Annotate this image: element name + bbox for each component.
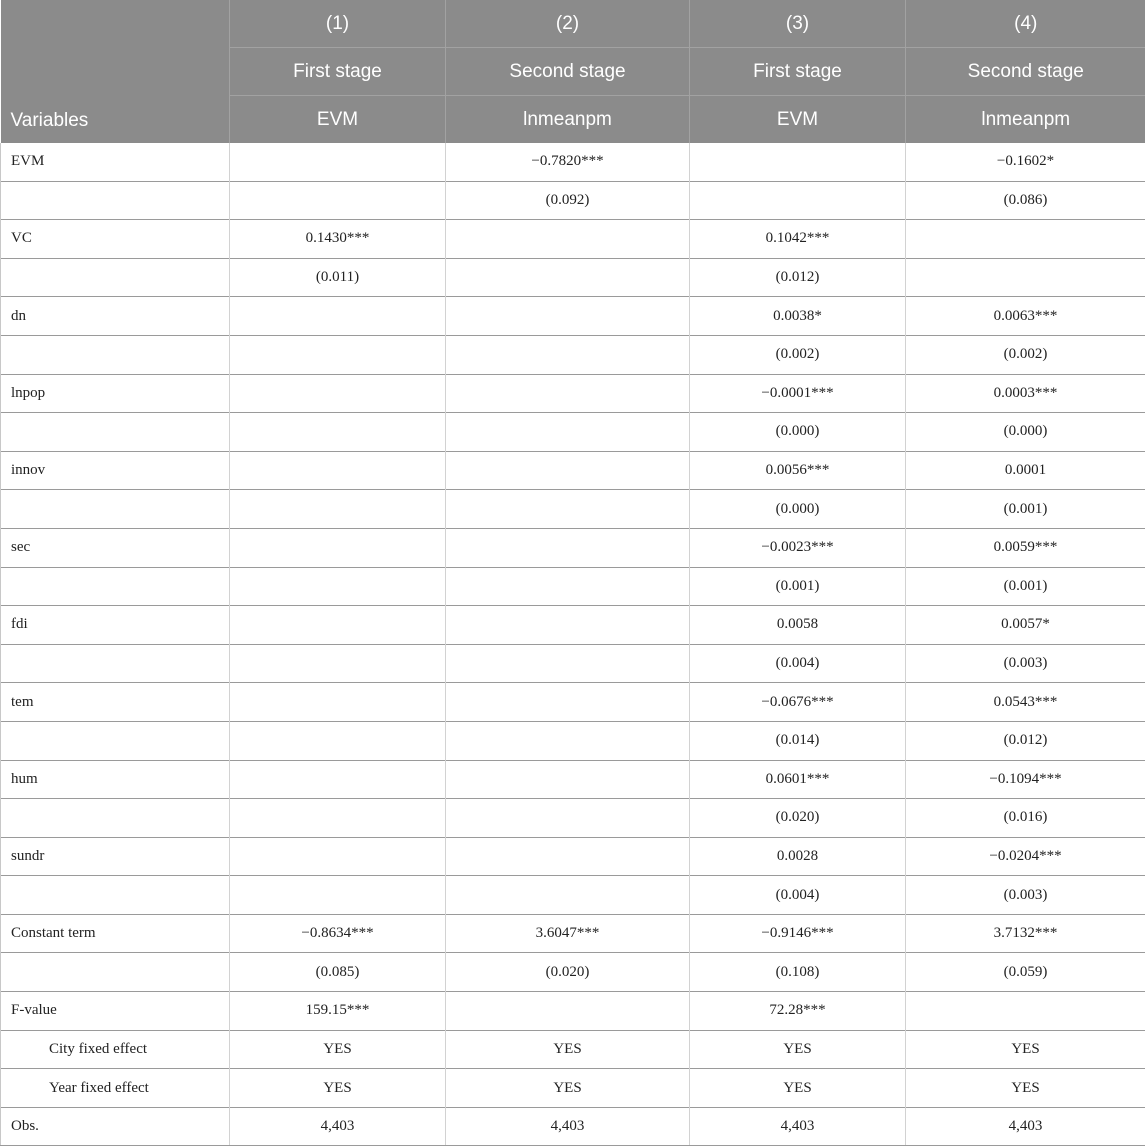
table-cell-col-1 <box>230 837 446 876</box>
table-cell-col-3: 0.0038* <box>690 297 906 336</box>
table-cell-col-1 <box>230 451 446 490</box>
table-cell-col-3: 0.0601*** <box>690 760 906 799</box>
table-row <box>1 837 1145 876</box>
table-row <box>1 143 1145 181</box>
table-row <box>1 992 1145 1031</box>
dependent-variable-2: lnmeanpm <box>446 96 690 144</box>
table-row <box>1 181 1145 220</box>
table-cell-col-1: (0.085) <box>230 953 446 992</box>
table-cell-col-2: −0.7820*** <box>446 143 690 181</box>
table-cell-col-1 <box>230 644 446 683</box>
table-cell-col-3: −0.0001*** <box>690 374 906 413</box>
table-cell-col-3: −0.0023*** <box>690 528 906 567</box>
table-cell-col-2 <box>446 876 690 915</box>
table-cell-col-4 <box>906 992 1145 1031</box>
table-cell-col-3: (0.004) <box>690 876 906 915</box>
table-cell-col-4: −0.1094*** <box>906 760 1145 799</box>
table-row <box>1 644 1145 683</box>
variables-header: Variables <box>1 0 230 143</box>
table-cell-col-1 <box>230 413 446 452</box>
table-cell-col-4: (0.000) <box>906 413 1145 452</box>
table-cell-col-1: (0.011) <box>230 258 446 297</box>
row-label <box>1 721 230 760</box>
table-cell-col-1: 4,403 <box>230 1107 446 1146</box>
row-label <box>1 567 230 606</box>
row-label: sundr <box>1 837 230 876</box>
table-cell-col-2 <box>446 992 690 1031</box>
table-cell-col-3: 4,403 <box>690 1107 906 1146</box>
table-cell-col-4: (0.003) <box>906 876 1145 915</box>
table-cell-col-2: (0.092) <box>446 181 690 220</box>
row-label <box>1 258 230 297</box>
table-cell-col-4: 0.0063*** <box>906 297 1145 336</box>
table-cell-col-1: YES <box>230 1069 446 1108</box>
table-cell-col-1 <box>230 606 446 645</box>
column-number-3: (3) <box>690 0 906 48</box>
table-cell-col-2 <box>446 220 690 259</box>
table-row <box>1 721 1145 760</box>
table-cell-col-2 <box>446 297 690 336</box>
stage-label-1: First stage <box>230 48 446 96</box>
row-label: dn <box>1 297 230 336</box>
dependent-variable-1: EVM <box>230 96 446 144</box>
dependent-variable-3: EVM <box>690 96 906 144</box>
table-cell-col-4: −0.0204*** <box>906 837 1145 876</box>
table-cell-col-3: 72.28*** <box>690 992 906 1031</box>
table-cell-col-2 <box>446 567 690 606</box>
table-cell-col-3: (0.108) <box>690 953 906 992</box>
table-cell-col-3: 0.0058 <box>690 606 906 645</box>
table-row <box>1 297 1145 336</box>
table-cell-col-1 <box>230 721 446 760</box>
table-cell-col-2 <box>446 258 690 297</box>
table-cell-col-4: (0.016) <box>906 799 1145 838</box>
table-row <box>1 220 1145 259</box>
table-cell-col-3: −0.9146*** <box>690 914 906 953</box>
table-cell-col-4: (0.059) <box>906 953 1145 992</box>
stage-label-2: Second stage <box>446 48 690 96</box>
table-cell-col-2 <box>446 644 690 683</box>
row-label <box>1 335 230 374</box>
table-row <box>1 683 1145 722</box>
table-cell-col-3: 0.0028 <box>690 837 906 876</box>
row-label: VC <box>1 220 230 259</box>
table-row <box>1 953 1145 992</box>
table-cell-col-4: 0.0001 <box>906 451 1145 490</box>
table-cell-col-4 <box>906 220 1145 259</box>
table-cell-col-1 <box>230 799 446 838</box>
header-row-column-numbers <box>1 0 1145 48</box>
table-cell-col-4: 3.7132*** <box>906 914 1145 953</box>
table-row <box>1 876 1145 915</box>
row-label <box>1 644 230 683</box>
table-cell-col-2 <box>446 721 690 760</box>
row-label: fdi <box>1 606 230 645</box>
table-cell-col-2 <box>446 413 690 452</box>
table-cell-col-4: (0.001) <box>906 490 1145 529</box>
table-cell-col-2: 3.6047*** <box>446 914 690 953</box>
table-row <box>1 1107 1145 1146</box>
table-cell-col-1 <box>230 876 446 915</box>
stage-label-3: First stage <box>690 48 906 96</box>
row-label <box>1 799 230 838</box>
table-row <box>1 606 1145 645</box>
row-label: EVM <box>1 143 230 181</box>
table-cell-col-1 <box>230 374 446 413</box>
row-label: Constant term <box>1 914 230 953</box>
table-cell-col-2: 4,403 <box>446 1107 690 1146</box>
table-cell-col-3 <box>690 143 906 181</box>
table-cell-col-2: YES <box>446 1030 690 1069</box>
table-cell-col-2 <box>446 683 690 722</box>
table-header <box>1 0 1145 143</box>
table-row <box>1 335 1145 374</box>
table-cell-col-3: (0.001) <box>690 567 906 606</box>
table-cell-col-1 <box>230 335 446 374</box>
table-cell-col-1 <box>230 760 446 799</box>
row-label: sec <box>1 528 230 567</box>
table-cell-col-1 <box>230 181 446 220</box>
table-cell-col-2 <box>446 335 690 374</box>
table-cell-col-4: −0.1602* <box>906 143 1145 181</box>
table-cell-col-4: 0.0059*** <box>906 528 1145 567</box>
table-cell-col-2 <box>446 799 690 838</box>
row-label <box>1 413 230 452</box>
table-cell-col-1: 0.1430*** <box>230 220 446 259</box>
row-label: Obs. <box>1 1107 230 1146</box>
table-cell-col-1 <box>230 567 446 606</box>
table-cell-col-2 <box>446 451 690 490</box>
table-row <box>1 490 1145 529</box>
table-cell-col-2: YES <box>446 1069 690 1108</box>
row-label: F-value <box>1 992 230 1031</box>
dependent-variable-4: lnmeanpm <box>906 96 1145 144</box>
table-row <box>1 413 1145 452</box>
table-cell-col-1 <box>230 143 446 181</box>
table-cell-col-3: 0.1042*** <box>690 220 906 259</box>
table-cell-col-2 <box>446 837 690 876</box>
table-cell-col-2 <box>446 528 690 567</box>
table-cell-col-4: 0.0003*** <box>906 374 1145 413</box>
table-cell-col-4: 0.0057* <box>906 606 1145 645</box>
row-label: hum <box>1 760 230 799</box>
table-cell-col-3: (0.020) <box>690 799 906 838</box>
table-cell-col-3 <box>690 181 906 220</box>
table-cell-col-4: (0.002) <box>906 335 1145 374</box>
table-cell-col-2 <box>446 374 690 413</box>
stage-label-4: Second stage <box>906 48 1145 96</box>
table-cell-col-1 <box>230 297 446 336</box>
table-cell-col-4: (0.001) <box>906 567 1145 606</box>
table-cell-col-3: (0.000) <box>690 490 906 529</box>
table-body <box>1 143 1145 1146</box>
table-cell-col-3: (0.014) <box>690 721 906 760</box>
table-cell-col-2 <box>446 606 690 645</box>
table-row <box>1 914 1145 953</box>
table-cell-col-3: (0.004) <box>690 644 906 683</box>
table-cell-col-3: YES <box>690 1030 906 1069</box>
row-label <box>1 876 230 915</box>
table-cell-col-3: 0.0056*** <box>690 451 906 490</box>
table-cell-col-3: (0.000) <box>690 413 906 452</box>
table-cell-col-4: (0.086) <box>906 181 1145 220</box>
table-cell-col-1: 159.15*** <box>230 992 446 1031</box>
table-row <box>1 528 1145 567</box>
table-cell-col-1 <box>230 490 446 529</box>
table-cell-col-1: YES <box>230 1030 446 1069</box>
table-cell-col-4: (0.003) <box>906 644 1145 683</box>
table-cell-col-3: −0.0676*** <box>690 683 906 722</box>
table-cell-col-2 <box>446 760 690 799</box>
table-cell-col-3: (0.012) <box>690 258 906 297</box>
table-cell-col-1 <box>230 528 446 567</box>
table-row <box>1 258 1145 297</box>
row-label: Year fixed effect <box>1 1069 230 1108</box>
table-row <box>1 760 1145 799</box>
table-row <box>1 799 1145 838</box>
column-number-1: (1) <box>230 0 446 48</box>
table-row <box>1 1030 1145 1069</box>
row-label <box>1 181 230 220</box>
row-label <box>1 490 230 529</box>
column-number-2: (2) <box>446 0 690 48</box>
table-cell-col-4: YES <box>906 1069 1145 1108</box>
table-cell-col-2: (0.020) <box>446 953 690 992</box>
row-label: tem <box>1 683 230 722</box>
table-cell-col-4: YES <box>906 1030 1145 1069</box>
table-cell-col-1 <box>230 683 446 722</box>
row-label: City fixed effect <box>1 1030 230 1069</box>
table-cell-col-3: (0.002) <box>690 335 906 374</box>
table-cell-col-4 <box>906 258 1145 297</box>
row-label: lnpop <box>1 374 230 413</box>
table-row <box>1 567 1145 606</box>
table-row <box>1 374 1145 413</box>
table-cell-col-1: −0.8634*** <box>230 914 446 953</box>
table-cell-col-2 <box>446 490 690 529</box>
row-label: innov <box>1 451 230 490</box>
row-label <box>1 953 230 992</box>
table-cell-col-4: 4,403 <box>906 1107 1145 1146</box>
table-cell-col-4: 0.0543*** <box>906 683 1145 722</box>
table-cell-col-4: (0.012) <box>906 721 1145 760</box>
column-number-4: (4) <box>906 0 1145 48</box>
table-row <box>1 1069 1145 1108</box>
table-row <box>1 451 1145 490</box>
table-cell-col-3: YES <box>690 1069 906 1108</box>
